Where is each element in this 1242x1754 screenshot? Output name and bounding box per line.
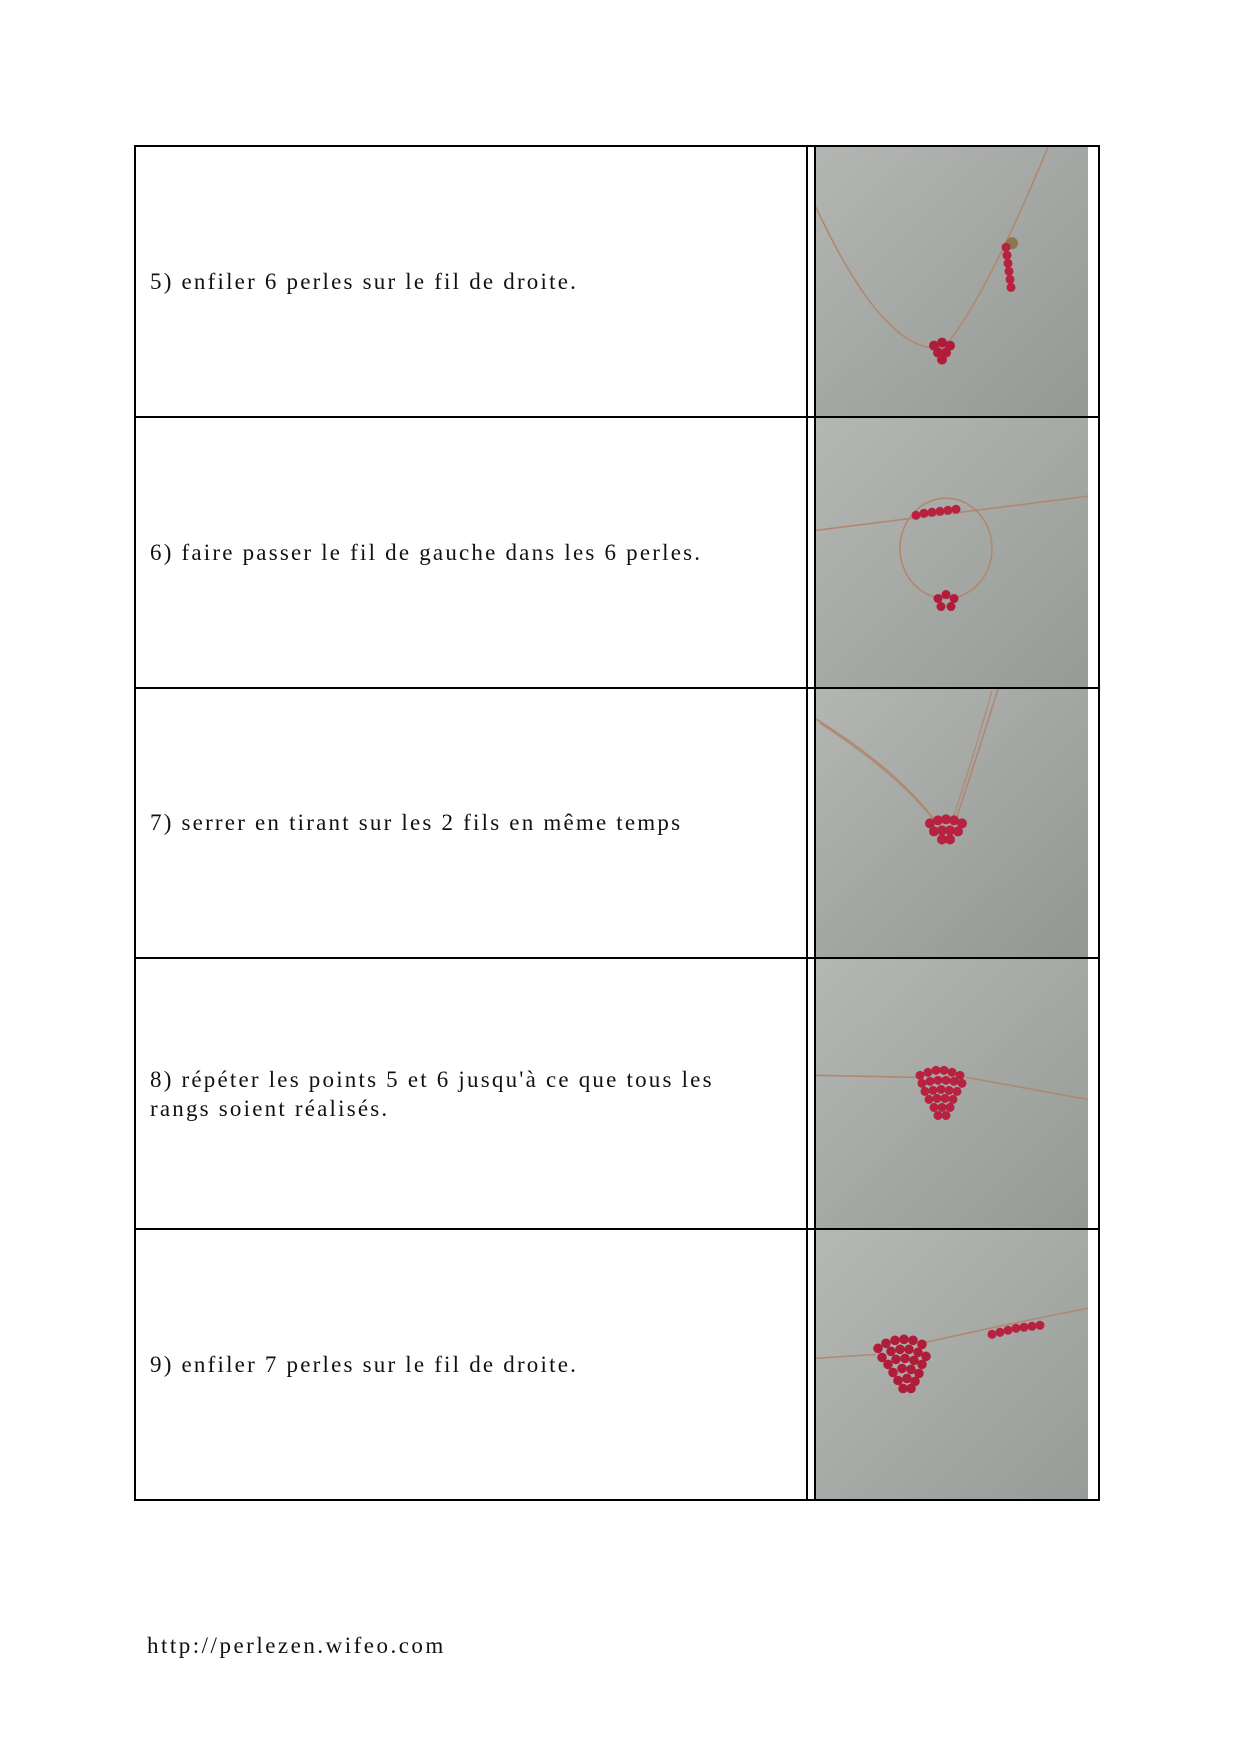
step-instruction: 8) répéter les points 5 et 6 jusqu'à ce que tous les rangs soient réalisés. (150, 1066, 714, 1121)
seven-beads-right-wire-photo (816, 1230, 1088, 1499)
steps-table (134, 145, 1100, 1501)
step-row (136, 147, 1098, 418)
step-row (136, 959, 1098, 1230)
step-text-cell (136, 147, 808, 416)
tighten-both-wires-photo (816, 689, 1088, 958)
completed-rows-photo (816, 959, 1088, 1228)
step-text-cell (136, 418, 808, 687)
footer-url: http://perlezen.wifeo.com (147, 1633, 446, 1658)
step-row (136, 1230, 1098, 1499)
step-photo-cell (814, 1230, 1098, 1499)
step-instruction: 6) faire passer le fil de gauche dans les 6 perles. (150, 539, 703, 565)
step-instruction: 5) enfiler 6 perles sur le fil de droite. (150, 268, 579, 294)
step-text-cell (136, 689, 808, 958)
step-instruction: 7) serrer en tirant sur les 2 fils en même temps (150, 810, 683, 836)
step-photo-cell (814, 147, 1098, 416)
step-instruction: 9) enfiler 7 perles sur le fil de droite. (150, 1352, 579, 1378)
step-row (136, 418, 1098, 689)
step-photo-cell (814, 418, 1098, 687)
step-photo-cell (814, 959, 1098, 1228)
step-photo-cell (814, 689, 1098, 958)
left-wire-through-beads-photo (816, 418, 1088, 687)
step-row (136, 689, 1098, 960)
step-text-cell (136, 959, 808, 1228)
beads-on-right-wire-photo (816, 147, 1088, 416)
step-text-cell (136, 1230, 808, 1499)
